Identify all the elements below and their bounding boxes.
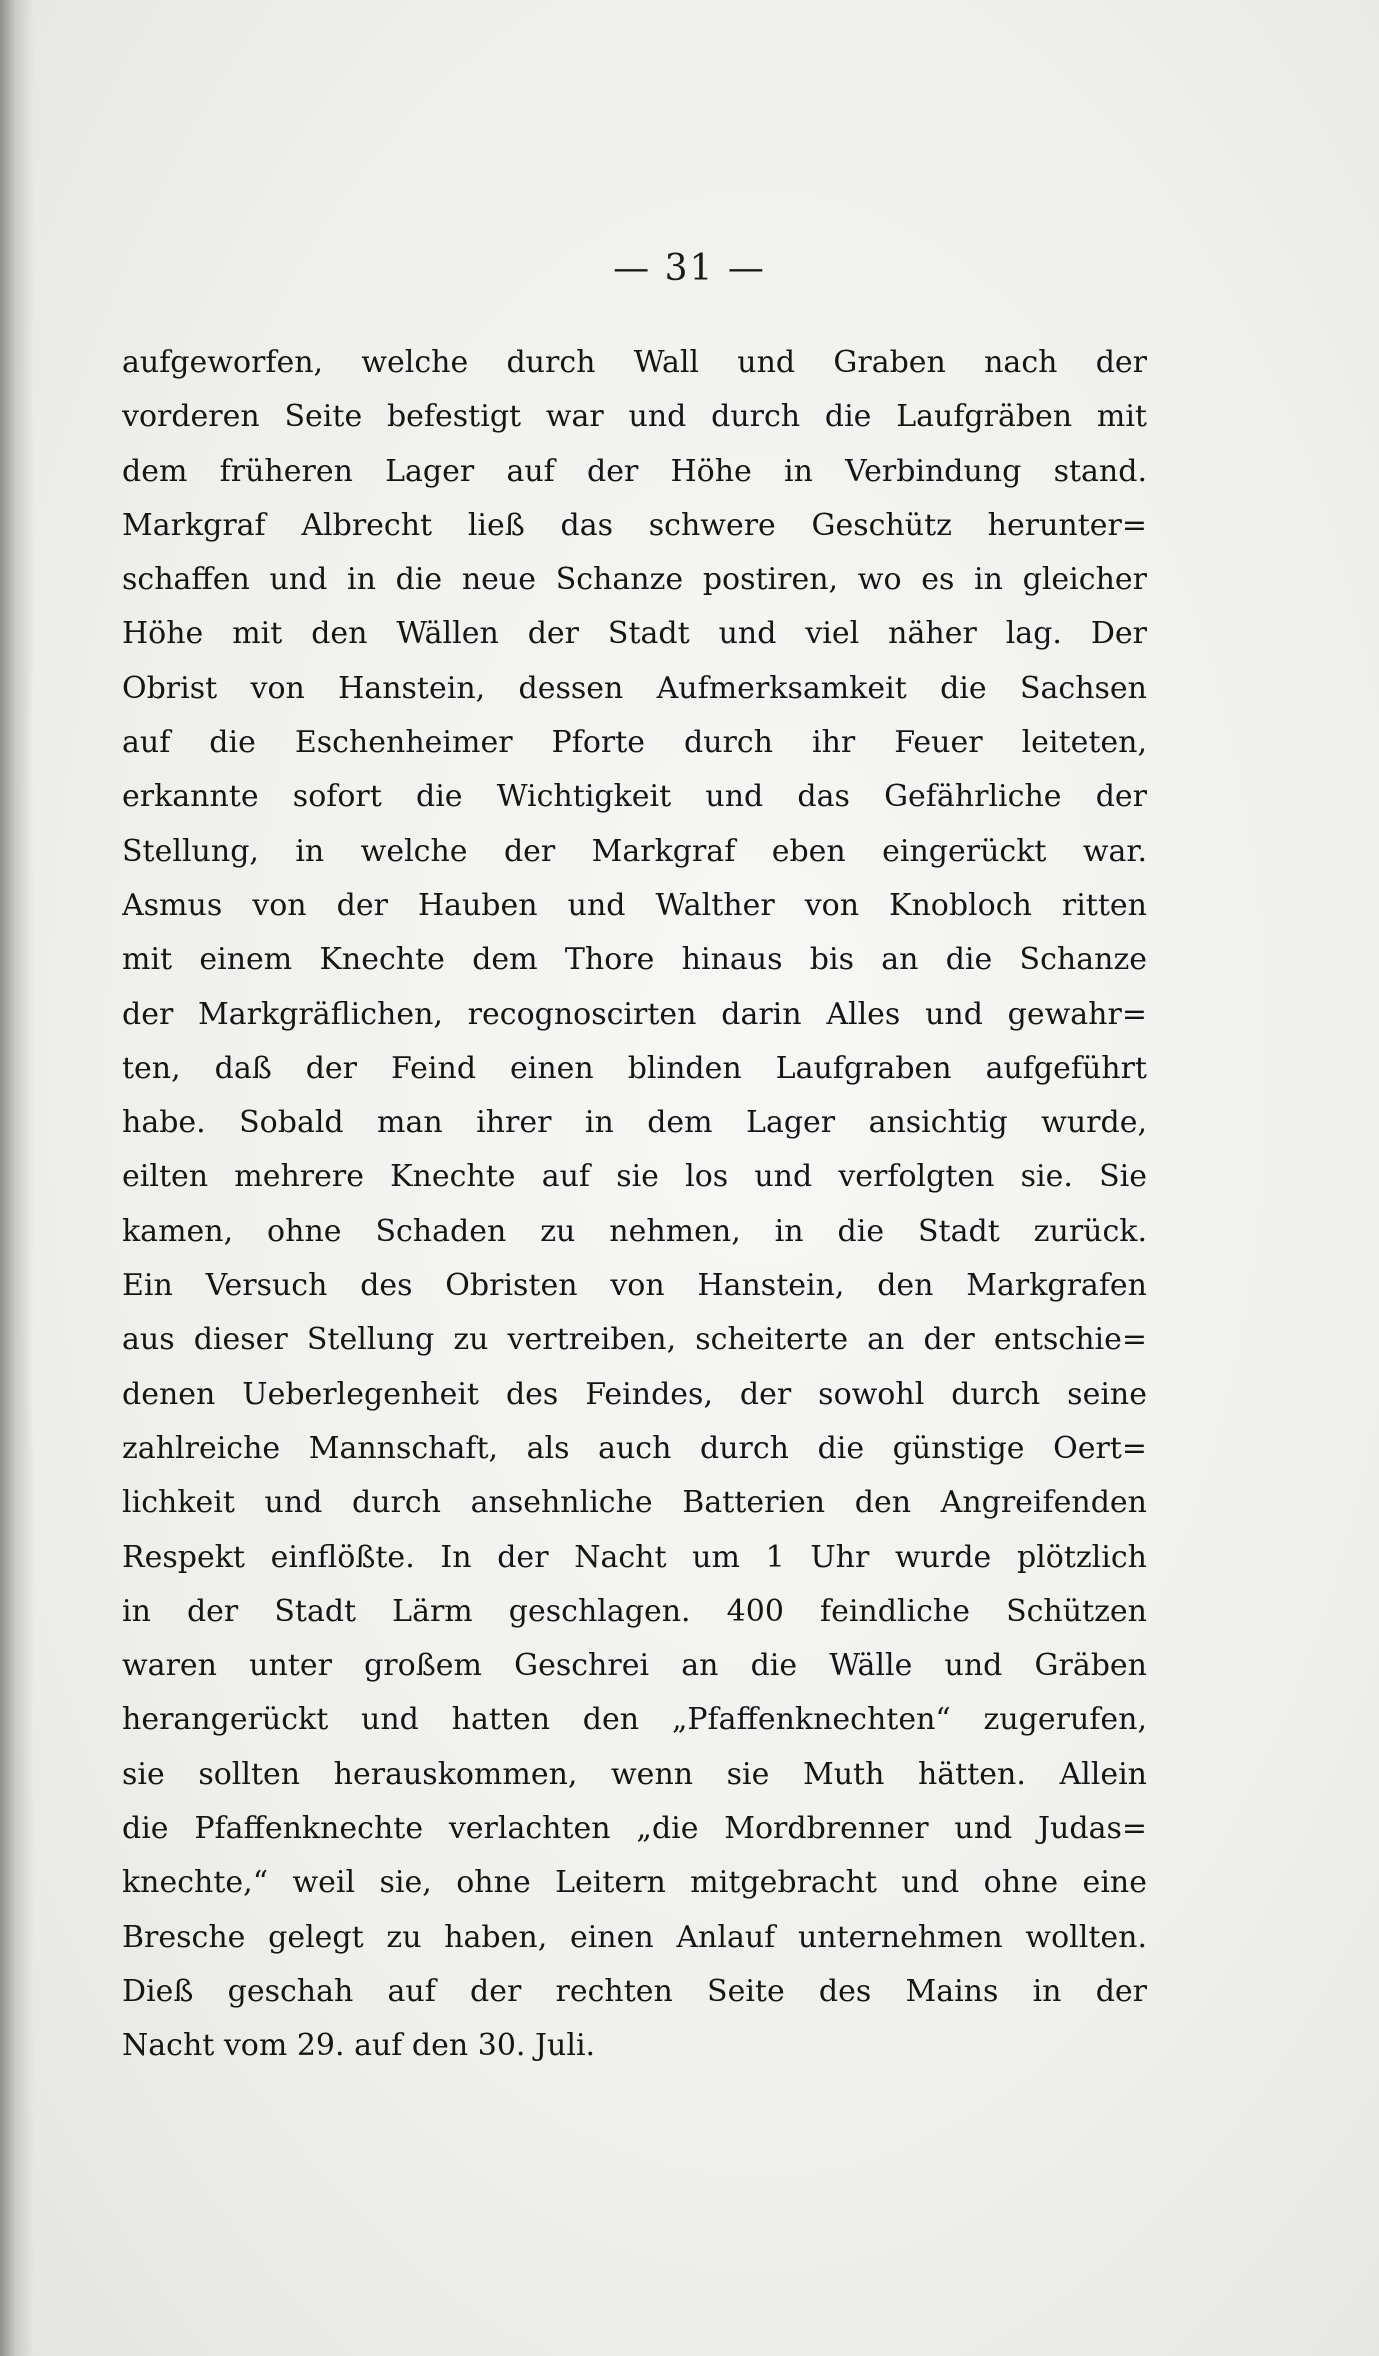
text-line: vorderen Seite befestigt war und durch die Laufgräben mit (122, 399, 1147, 435)
text-line: knechte,“ weil sie, ohne Leitern mitgebracht und ohne eine (122, 1865, 1147, 1901)
text-line: Dieß geschah auf der rechten Seite des Mains in der (122, 1973, 1147, 2009)
text-line: sie sollten herauskommen, wenn sie Muth hätten. Allein (122, 1756, 1147, 1792)
text-line: Bresche gelegt zu haben, einen Anlauf unternehmen wollten. (122, 1919, 1147, 1955)
body-text (122, 336, 1147, 2074)
text-line: kamen, ohne Schaden zu nehmen, in die Stadt zurück. (122, 1213, 1147, 1249)
text-line: in der Stadt Lärm geschlagen. 400 feindliche Schützen (122, 1593, 1147, 1629)
text-line: Höhe mit den Wällen der Stadt und viel näher lag. Der (122, 616, 1147, 652)
text-line: Nacht vom 29. auf den 30. Juli. (122, 2028, 596, 2064)
text-line: aufgeworfen, welche durch Wall und Graben nach der (122, 345, 1147, 380)
text-line: erkannte sofort die Wichtigkeit und das Gefährliche der (122, 779, 1147, 815)
text-line: denen Ueberlegenheit des Feindes, der sowohl durch seine (122, 1376, 1147, 1412)
binding-shadow (0, 0, 34, 2356)
text-line: Respekt einflößte. In der Nacht um 1 Uhr wurde plötzlich (122, 1539, 1147, 1575)
text-line: auf die Eschenheimer Pforte durch ihr Feuer leiteten, (122, 725, 1147, 761)
text-line: die Pfaffenknechte verlachten „die Mordbrenner und Judas= (122, 1811, 1147, 1847)
text-line: Markgraf Albrecht ließ das schwere Geschütz herunter= (122, 507, 1147, 543)
text-line: dem früheren Lager auf der Höhe in Verbindung stand. (122, 453, 1147, 489)
text-line: Obrist von Hanstein, dessen Aufmerksamkeit die Sachsen (122, 670, 1147, 706)
text-line: ten, daß der Feind einen blinden Laufgraben aufgeführt (122, 1050, 1147, 1086)
text-line: der Markgräflichen, recognoscirten darin Alles und gewahr= (122, 996, 1147, 1032)
text-line: Ein Versuch des Obristen von Hanstein, den Markgrafen (122, 1268, 1147, 1304)
text-line: mit einem Knechte dem Thore hinaus bis an die Schanze (122, 942, 1147, 978)
text-line: Asmus von der Hauben und Walther von Knobloch ritten (122, 887, 1147, 923)
text-line: waren unter großem Geschrei an die Wälle und Gräben (122, 1648, 1147, 1684)
text-line: zahlreiche Mannschaft, als auch durch die günstige Oert= (122, 1430, 1147, 1466)
text-line: habe. Sobald man ihrer in dem Lager ansichtig wurde, (122, 1105, 1147, 1141)
text-line: lichkeit und durch ansehnliche Batterien den Angreifenden (122, 1485, 1147, 1521)
text-line: aus dieser Stellung zu vertreiben, scheiterte an der entschie= (122, 1322, 1147, 1358)
text-line: eilten mehrere Knechte auf sie los und verfolgten sie. Sie (122, 1159, 1147, 1195)
page-number: — 31 — (613, 248, 766, 289)
text-line: herangerückt und hatten den „Pfaffenknechten“ zugerufen, (122, 1702, 1147, 1738)
text-line: schaffen und in die neue Schanze postiren, wo es in gleicher (122, 562, 1147, 598)
text-line: Stellung, in welche der Markgraf eben eingerückt war. (122, 833, 1147, 869)
